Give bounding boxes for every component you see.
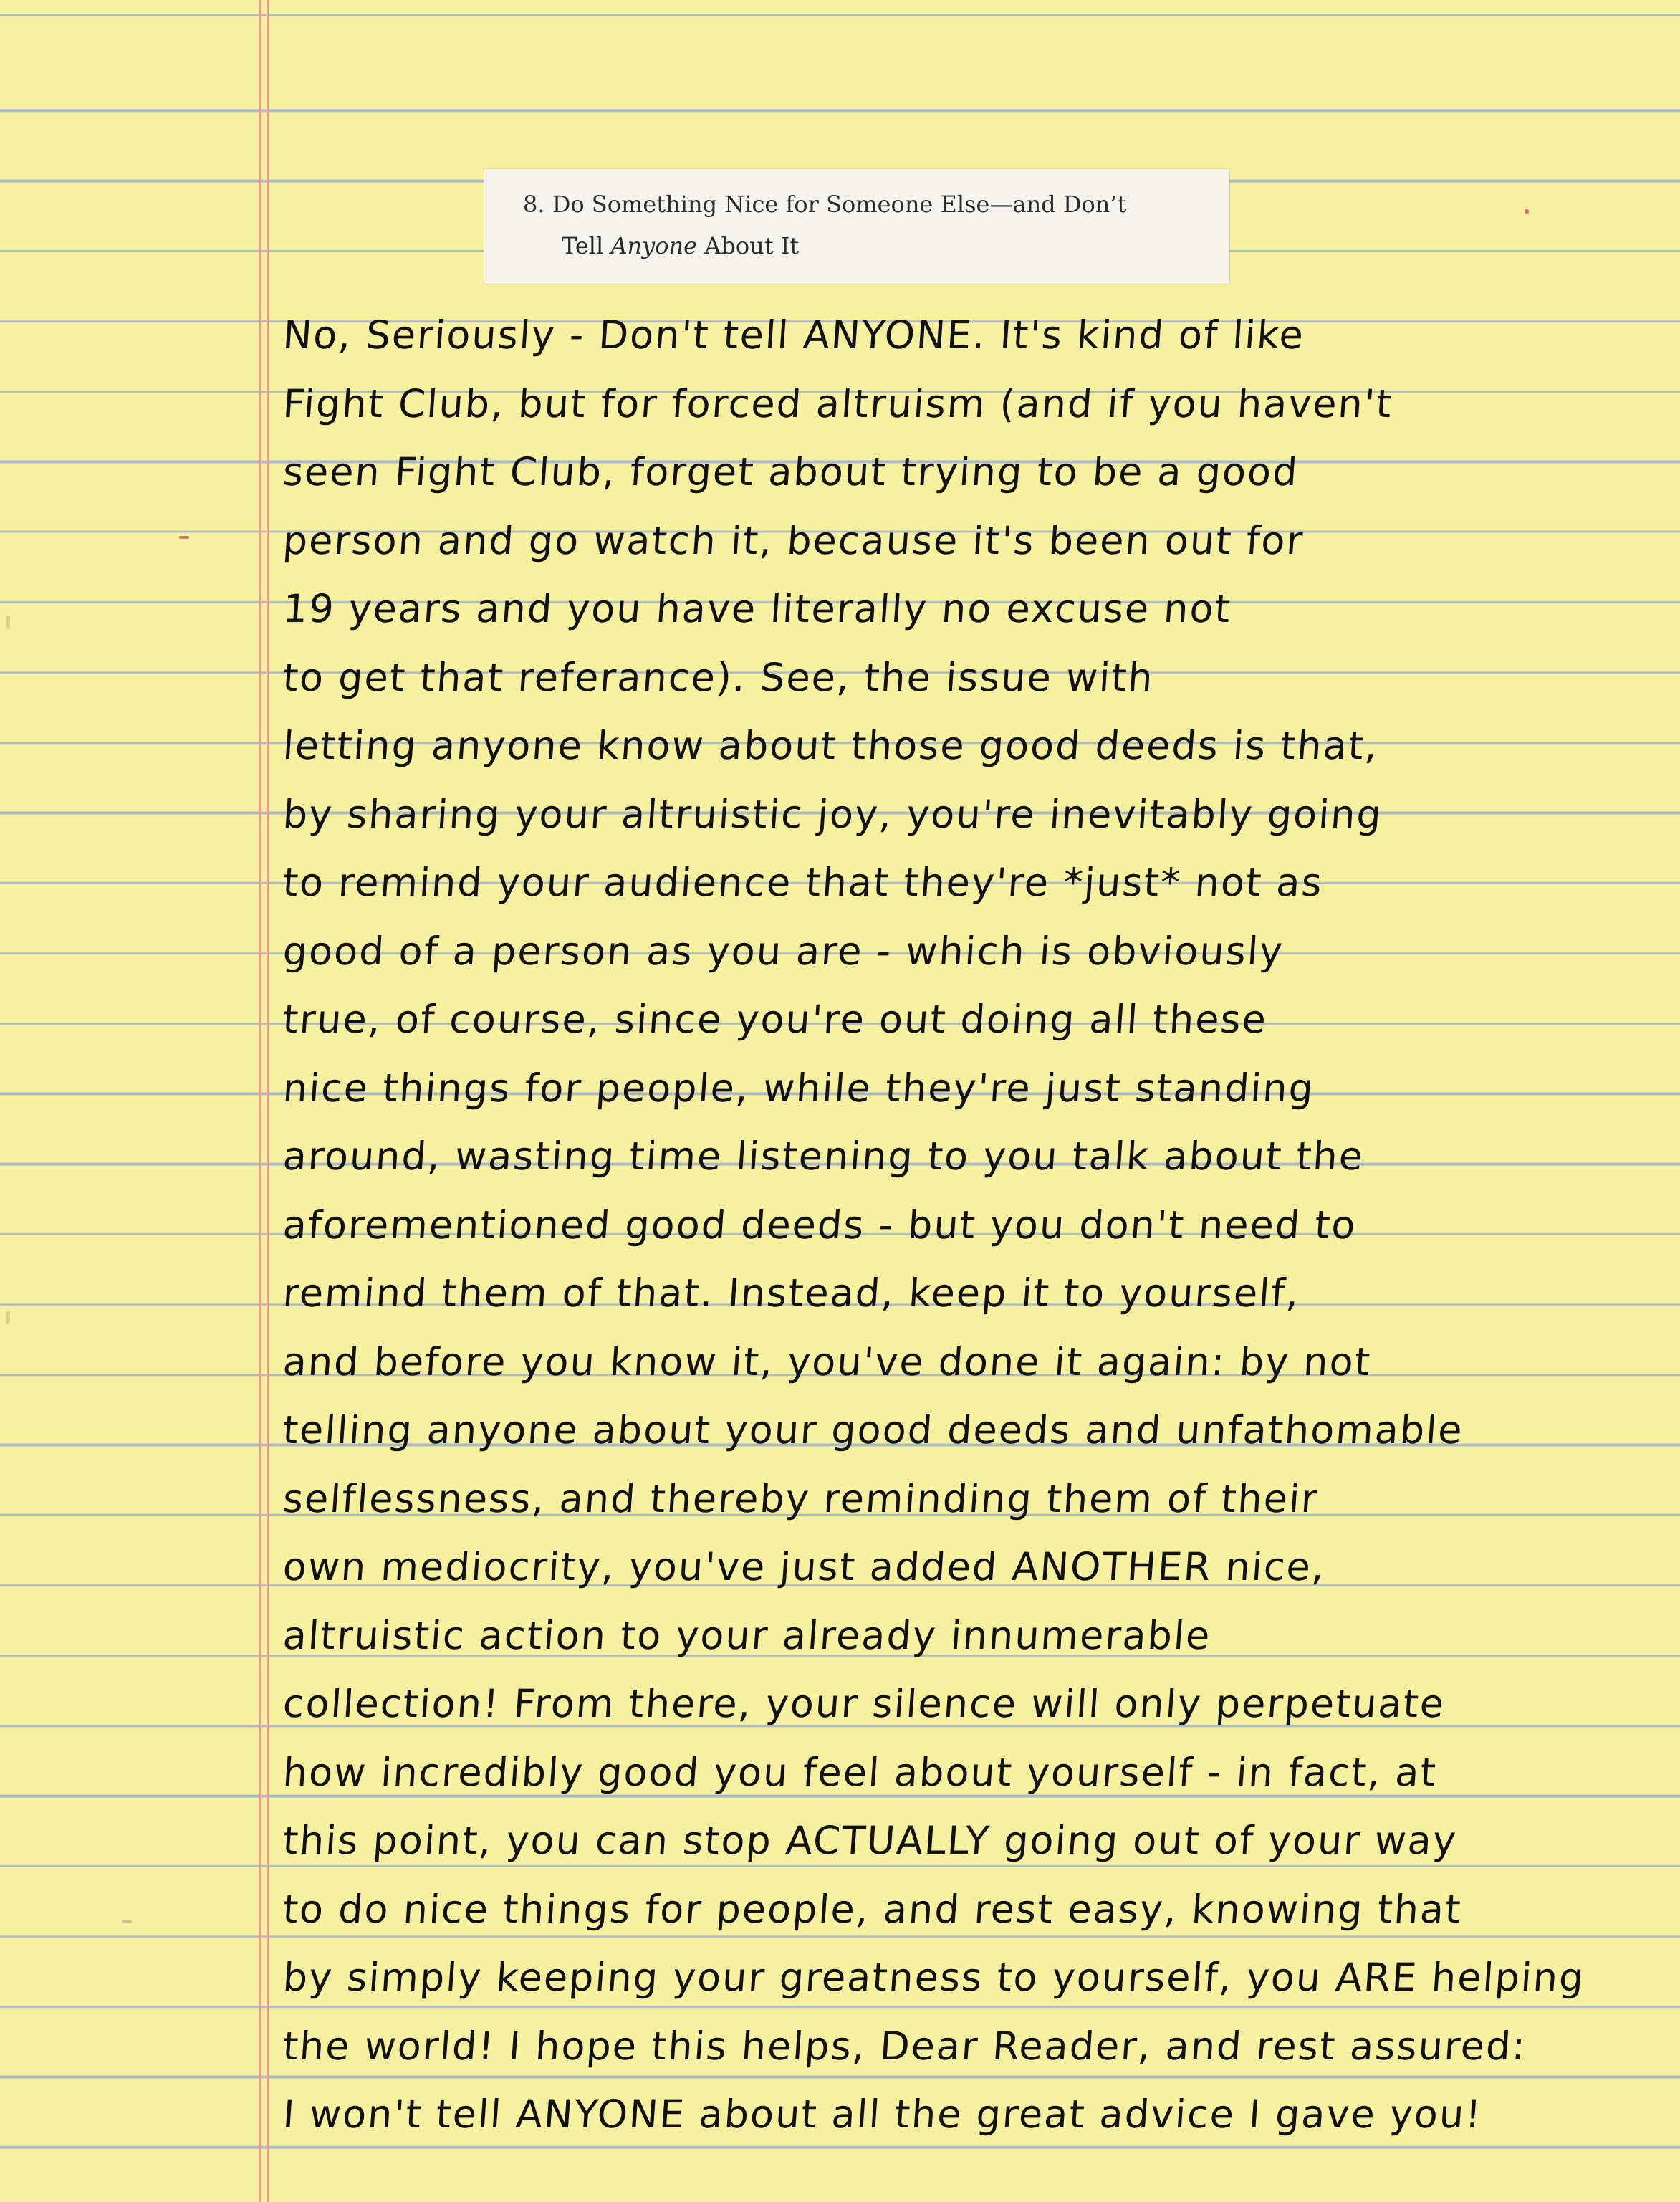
handwritten-line: seen Fight Club, forget about trying to be a good [281, 449, 1300, 494]
handwritten-line: Fight Club, but for forced altruism (and if you haven't [281, 380, 1395, 426]
handwritten-line: No, Seriously - Don't tell ANYONE. It's kind of like [281, 312, 1307, 358]
clipping-title-text: About It [697, 232, 800, 259]
margin-line [267, 0, 269, 2202]
handwritten-line: letting anyone know about those good deeds is that, [281, 723, 1381, 768]
handwritten-line: nice things for people, while they're just standing [281, 1065, 1317, 1111]
handwritten-line: telling anyone about your good deeds and unfathomable [281, 1407, 1465, 1452]
binding-mark [6, 1311, 10, 1324]
handwritten-line: to remind your audience that they're *just* not as [281, 860, 1325, 905]
handwritten-line: the world! I hope this helps, Dear Reader, and rest assured: [281, 2023, 1528, 2069]
handwritten-line: how incredibly good you feel about yourself - in fact, at [281, 1749, 1439, 1795]
handwritten-line: I won't tell ANYONE about all the great advice I gave you! [281, 2092, 1484, 2137]
clipping-number: 8. [523, 191, 545, 218]
ink-speck [1525, 209, 1529, 214]
handwritten-body [283, 301, 1616, 2149]
printed-heading-clipping [484, 169, 1229, 284]
clipping-title-line1: Do Something Nice for Someone Else—and Don’t [552, 191, 1127, 218]
handwritten-line: aforementioned good deeds - but you don't need to [281, 1202, 1358, 1248]
handwritten-line: to do nice things for people, and rest easy, knowing that [281, 1886, 1464, 1932]
handwritten-line: person and go watch it, because it's been out for [281, 517, 1306, 563]
binding-mark [6, 616, 10, 629]
clipping-title-line2 [523, 225, 1218, 267]
handwritten-line: and before you know it, you've done it again: by not [281, 1339, 1373, 1384]
handwritten-line: by sharing your altruistic joy, you're inevitably going [281, 791, 1385, 837]
handwritten-line: to get that referance). See, the issue with [281, 654, 1156, 700]
clipping-title-text: Tell [562, 232, 611, 259]
clipping-title-emphasis: Anyone [610, 232, 698, 259]
handwritten-line: selflessness, and thereby reminding them of their [281, 1475, 1320, 1521]
handwritten-line: collection! From there, your silence will only perpetuate [281, 1681, 1447, 1726]
handwritten-line: this point, you can stop ACTUALLY going out of your way [281, 1818, 1459, 1863]
handwritten-line: good of a person as you are - which is obviously [281, 928, 1286, 974]
handwritten-line: true, of course, since you're out doing all these [281, 997, 1269, 1042]
paper-mark [122, 1920, 132, 1923]
handwritten-line: by simply keeping your greatness to yourself, you ARE helping [281, 1955, 1587, 2000]
handwritten-line: remind them of that. Instead, keep it to yourself, [281, 1270, 1302, 1316]
handwritten-line: altruistic action to your already innumerable [281, 1612, 1213, 1658]
clipping-title [523, 183, 1218, 267]
margin-line [259, 0, 261, 2202]
handwritten-line: own mediocrity, you've just added ANOTHER nice, [281, 1544, 1328, 1589]
handwritten-line: 19 years and you have literally no excuse not [281, 586, 1234, 631]
handwritten-line: around, wasting time listening to you talk about the [281, 1134, 1366, 1179]
ink-speck [179, 536, 189, 539]
